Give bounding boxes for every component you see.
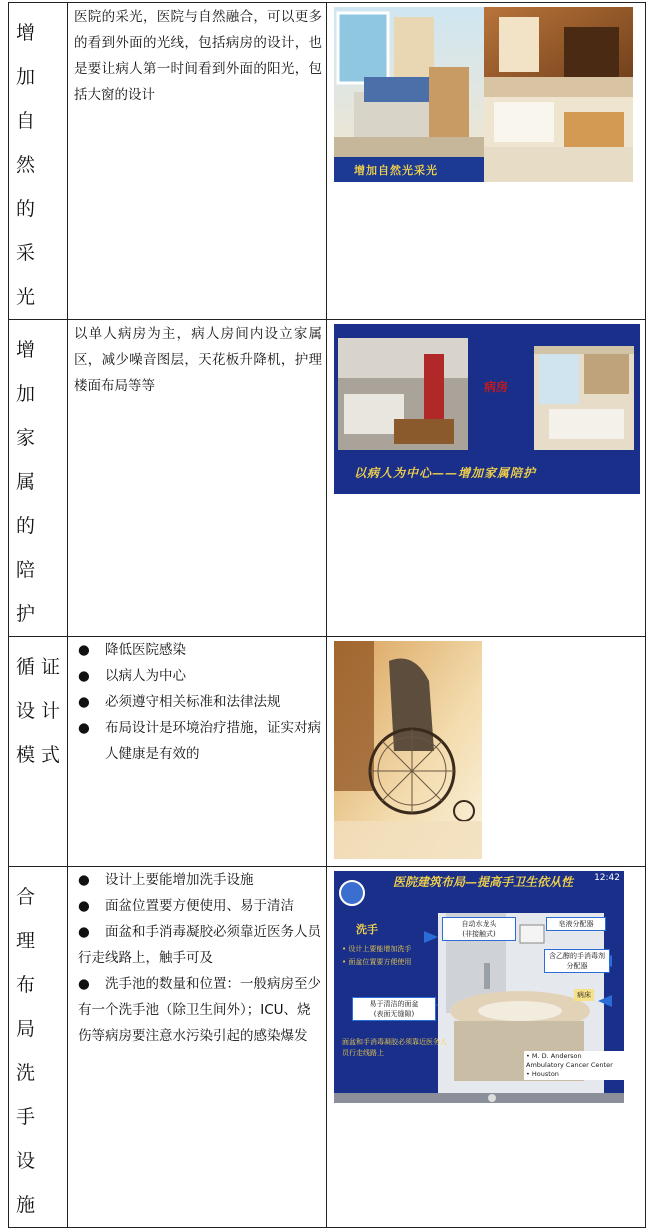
category-cell — [9, 637, 68, 867]
image-cell — [327, 637, 646, 867]
left-notes: • 设计上要能增加洗手 • 面盆位置要方便使用 — [342, 945, 412, 966]
soap-label: 皂液分配器 — [546, 917, 606, 931]
list-item: ● 设计上要能增加洗手设施 — [78, 867, 322, 893]
list-item: ● 必须遵守相关标准和法律法规 — [78, 689, 322, 715]
bottom-note: 面盆和手消毒凝胶必须靠近医务人员行走线路上 — [342, 1038, 447, 1057]
image-cell — [327, 320, 646, 637]
image-cell — [327, 3, 646, 320]
description-text: 医院的采光，医院与自然融合，可以更多的看到外面的光线，包括病房的设计，也是要让病人第一时间看到外面的阳光，包括大窗的设计 — [74, 9, 322, 103]
family-room-slide — [334, 324, 640, 494]
category-label: 合理布局洗手设施 — [16, 886, 48, 1216]
category-label: 循证设计模式 — [16, 656, 67, 766]
bullet-icon: ● — [78, 924, 90, 940]
table-row — [9, 3, 646, 320]
category-cell — [9, 3, 68, 320]
bullet-cell — [68, 637, 327, 867]
bullet-icon: ● — [78, 872, 90, 888]
section-label: 洗手 — [356, 923, 378, 936]
description-cell — [68, 320, 327, 637]
bullet-icon: ● — [78, 694, 90, 710]
list-item: ● 洗手池的数量和位置：一般病房至少有一个洗手池（除卫生间外）；ICU、烧伤等病房要注意水污染引起的感染爆发 — [78, 971, 322, 1049]
wheelchair-illustration — [334, 641, 482, 859]
hospital-logo-icon — [340, 881, 364, 905]
bullet-icon: ● — [78, 668, 90, 684]
photo-caption: 增加自然光采光 — [354, 164, 438, 177]
ward-label: 病床 — [574, 989, 594, 1001]
slide-time: 12:42 — [594, 873, 620, 883]
table-row — [9, 867, 646, 1228]
description-cell — [68, 3, 327, 320]
ward-daylight-photo — [334, 7, 633, 182]
sink-label: 易于清洁的面盆 (表面无缝隙) — [352, 997, 436, 1021]
list-item: ● 降低医院感染 — [78, 637, 322, 663]
list-item: ● 布局设计是环境治疗措施，证实对病人健康是有效的 — [78, 715, 322, 767]
bullet-list — [68, 867, 326, 1049]
alcohol-label: 含乙醇的手消毒剂分配器 — [544, 949, 610, 973]
slide-title: 医院建筑布局—提高手卫生依从性 — [392, 875, 573, 889]
faucet-label: 自动水龙头 (非接触式) — [442, 917, 516, 941]
bullet-list — [68, 637, 326, 767]
category-cell — [9, 320, 68, 637]
list-item: ● 面盆和手消毒凝胶必须靠近医务人员行走线路上，触手可及 — [78, 919, 322, 971]
wheelchair-photo — [334, 641, 482, 859]
list-item: ● 面盆位置要方便使用、易于清洁 — [78, 893, 322, 919]
ward-label: 病房 — [484, 380, 509, 394]
list-item: ● 以病人为中心 — [78, 663, 322, 689]
bullet-icon: ● — [78, 898, 90, 914]
bullet-icon: ● — [78, 642, 90, 658]
source-label: • M. D. Anderson Ambulatory Cancer Center • Houston — [524, 1051, 624, 1080]
description-text: 以单人病房为主，病人房间内设立家属区，减少噪音图层，天花板升降机，护理楼面布局等等 — [74, 326, 322, 394]
bullet-icon: ● — [78, 720, 90, 736]
handwash-slide — [334, 871, 624, 1103]
category-label: 增加家属的陪护 — [16, 339, 48, 625]
table-row — [9, 320, 646, 637]
slide-caption: 以病人为中心——增加家属陪护 — [354, 466, 537, 480]
bullet-cell — [68, 867, 327, 1228]
category-label: 增加自然的采光 — [16, 22, 48, 308]
category-cell — [9, 867, 68, 1228]
content-table — [8, 2, 646, 1228]
bullet-icon: ● — [78, 976, 90, 992]
ward-daylight-illustration — [334, 7, 633, 182]
table-row — [9, 637, 646, 867]
image-cell — [327, 867, 646, 1228]
